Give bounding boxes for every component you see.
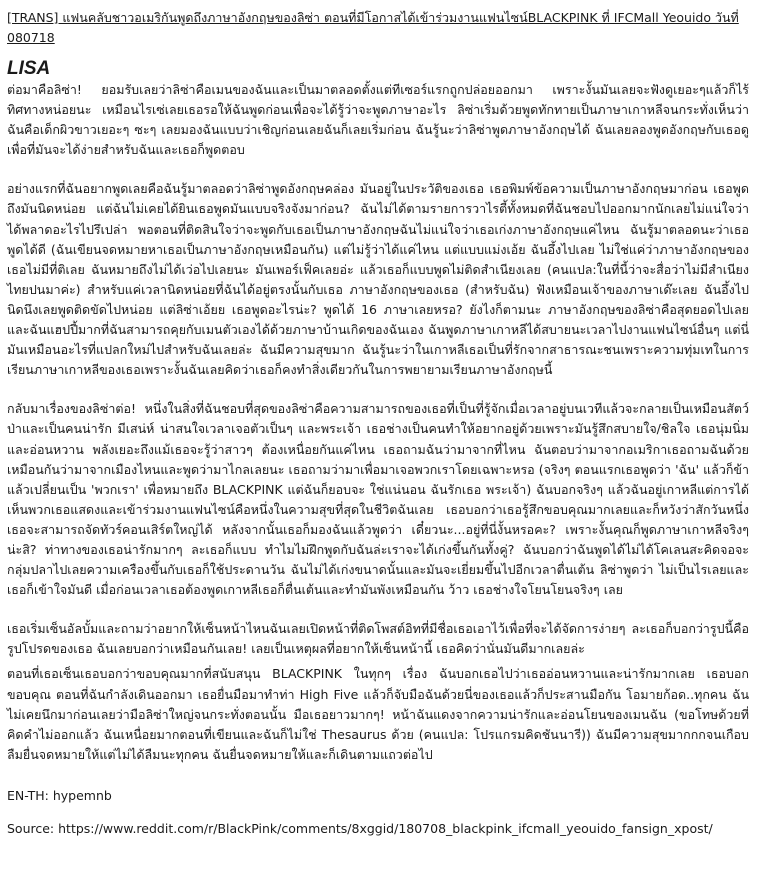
paragraph: กลับมาเรื่องของลิซ่าต่อ! หนึ่งในสิ่งที่ฉันชอบที่สุดของลิซ่าคือความสามารถของเธอที่เป็นที่รู้จักเมื่อเวลาอยู่บนเวทีแล้วจะกลายเป็นเหมือนสัตว์ป่าและเป็นคนน่ารัก มีเสน่ห์ น่าสนใจเวลาเจอตัวเป็นๆ และพระเจ้า เธอช่างเป็นคนทำให้อยากอยู่ด้วยเพราะมันรู้สึกสบายใจ/ชิลใจ เธอนุ่มนิ่มและอ่อนหวาน พลังเยอะถึงแม้เธอจะรู้ว่าสาวๆ ต้องเหนื่อยกันแค่ไหน เธอถามฉันว่ามาจากที่ไหน ฉันตอบว่ามาจากอเมริกาเธอถามฉันด้วยเหมือนกันว่ามาจากเมืองไหนและพูดว่ามาไกลเลยนะ เธอถามว่ามาเพื่อมาเจอพวกเราโดยเฉพาะหรอ (จริงๆ ตอนแรกเธอพูดว่า 'ฉัน' แล้วก็ข้าแล้วเปลี่ยนเป็น 'พวกเรา' เพื่อหมายถึง BLACKPINK แต่ฉันก็ยอบจะ ใช่แน่นอน ฉันรักเธอ พระเจ้า) ฉันบอกจริงๆ แล้วฉันอยู่เกาหลีแต่การได้เห็นพวกเธอแสดงและเข้าร่วมงานแฟนไซน์คือหนึ่งในความสุขที่สุดในชีวิตฉันเลย เธอบอกว่าเธอรู้สึกขอบคุณมากเลยและก็หวังว่าสักวันหนึ่งเธอจะสามารถจัดทัวร์คอนเสิร์ตใหญ่ได้ หลังจากนั้นเธอก็มองฉันแล้วพูดว่า เดี๋ยวนะ...อยู่ที่นี่งั้นหรอคะ? เพราะงั้นคุณก็พูดภาษาเกาหลีจริงๆ น่ะสิ? ท่าทางของเธอน่ารักมากๆ ละเธอก็แบบ ทำไมไม่ฝึกพูดกับฉันล่ะเราจะได้เก่งขึ้นกันทั้งคู่? ฉันบอกว่าฉันพูดได้ไม่ได้โคเลนสะคิดจอจะกลุ่มปลาไปเลยความเครืองขึ้นกับเธอก็ใช้ประดานวัน ฉันไม่ได้เก่งขนาดนั้นและมันจะเยี่ยมขึ้นไปอีกเวลาตื่นเต้น ลิซ่าพูดว่า ไม่เป็นไรเลยและเธอก็เข้าใจมันดี เมื่อก่อนเวลาเธอต้องพูดเกาหลีเธอก็ตื่นเต้นและทำมันพังเหมือนกัน ว้าว เธอช่างใจโยนโยนจริงๆ เลย bbox=[7, 401, 749, 598]
section-heading: LISA bbox=[7, 58, 51, 79]
paragraph: ตอนที่เธอเซ็นเธอบอกว่าขอบคุณมากที่สนับสนุน BLACKPINK ในทุกๆ เรื่อง ฉันบอกเธอไปว่าเธออ่อนหวานและน่ารักมากเลย เธอบอกขอบคุณ ตอนที่ฉันกำลังเดินออกมา เธอยื่นมือมาทำท่า High Five แล้วก็จับมือฉันด้วยนี่ของเธอแล้วก็ประสานมือกัน โอมายก้อด..ทุกคน ฉันไม่เคยนึกมาก่อนเลยว่ามือลิซ่าใหญ่จนกระทั่งตอนนั้น มือเธอยาวมากๆ! หน้าฉันแดงจากความน่ารักและอ่อนโยนของเมนฉัน (ขอโทษด้วยที่คิดคำไม่ออกแล้ว ฉันเหนื่อยมากตอนที่เขียนและฉันก็ไม่ใช่ Thesaurus ด้วย (คนแปล: โปรแกรมคิดชันนารี)) ฉันมีความสุขมากกกจนเกือบลืมยื่นจดหมายให้แต่ไม่ได้ลืมนะทุกคน ฉันยื่นจดหมายให้และก็เดินตามแถวต่อไป bbox=[7, 666, 749, 762]
paragraph: เธอเริ่มเซ็นอัลบั้มและถามว่าอยากให้เซ็นหน้าไหนฉันเลยเปิดหน้าที่ติดโพสต์อิทที่มีชื่อเธอเอาไว้เพื่อที่จะได้จัดการง่ายๆ ละเธอก็บอกว่ารูปนี้คือรูปโปรดของเธอ ฉันเลยบอกว่าเหมือนกันเลย! เลยเป็นเหตุผลที่อยากให้เซ็นหน้านี้ เธอคิดว่านั่นมันดีมากเลยล่ะ bbox=[7, 621, 749, 657]
source-credit: Source: https://www.reddit.com/r/BlackPink/comments/8xggid/180708_blackpink_ifcmall_yeouido_fansign_xpost/ bbox=[7, 820, 713, 836]
paragraph: ต่อมาคือลิซ่า! ยอมรับเลยว่าลิซ่าคือเมนของฉันและเป็นมาตลอดตั้งแต่ทีเซอร์แรกถูกปล่อยออกมา เพราะงั้นมันเลยจะฟังดูเยอะๆแล้วก็ไร้ทิศทางหน่อยนะ เหมือนไรเซ่เลยเธอรอให้ฉันพูดก่อนเพื่อจะได้รู้ว่าจะพูดภาษาอะไร ลิซ่าเริ่มด้วยพูดทักทายเป็นภาษาเกาหลีจนกระทั่งเห็นว่าฉันคือเด็กผิวขาวเยอะๆ ซะๆ เลยมองฉันแบบว่าเชิญก่อนเลยฉันก็เลยเริ่มก่อน ฉันรู้นะว่าลิซ่าพูดภาษาอังกฤษได้ ฉันเลยลองพูดอังกฤษกับเธอดูเพื่อที่มันจะได้ง่ายสำหรับฉันและเธอก็พูดตอบ bbox=[7, 82, 749, 158]
paragraph: อย่างแรกที่ฉันอยากพูดเลยคือฉันรู้มาตลอดว่าลิซ่าพูดอังกฤษคล่อง มันอยู่ในประวัติของเธอ เธอพิมพ์ข้อความเป็นภาษาอังกฤษมาก่อน เธอพูดถึงมันนิดหน่อย แต่ฉันไม่เคยได้ยินเธอพูดมันแบบจริงจังมาก่อน? ฉันไม่ได้ตามรายการวาไรตี้ทั้งหมดที่ฉันชอบไปออกมากนักเลยไม่แน่ใจว่าได้พลาดอะไรไปรึเปล่า พอตอนที่ติดสินใจว่าจะพูดกับเธอเป็นภาษาอังกฤษฉันไม่แน่ใจว่าเธอเก่งภาษาอังกฤษแค่ไหน ฉันรู้มาตลอดนะว่าเธอพูดได้ดี (ฉันเขียนจดหมายหาเธอเป็นภาษาอังกฤษเหมือนกัน) แต่ไม่รู้ว่าได้แค่ไหน แต่แบบแม่งเอ้ย ฉันอึ้งไปเลย ไม่ใช่แค่ว่าภาษาอังกฤษของเธอไม่มีที่ติเลย ฉันหมายถึงไม่ได้เว่อไปเลยนะ มันเพอร์เฟ็คเลยอ่ะ แล้วเธอก็แบบพูดไม่ติดสำเนียงเลย (คนแปล:ในที่นี้ว่าจะสื่อว่าไม่มีสำเนียงไทยปนมาค่ะ) สำหรับแค่เวลานิดหน่อยที่ฉันได้อยู่ตรงนั้นกับเธอ ภาษาอังกฤษของเธอ (สำหรับฉัน) ฟังเหมือนเจ้าของภาษาเด๊ะเลย ฉันอึ้งไปนิดนึงเลยพูดติดขัดไปหน่อย แต่ลิซ่าเอ้ยย เธอพูดอะไรน่ะ? พูดได้ 16 ภาษาเลยหรอ? ยังไงก็ตามนะ ภาษาอังกฤษของลิซ่าคือสุดยอดไปเลย และฉันแฮปปี้มากที่ฉันสามารถคุยกับเมนตัวเองได้ด้วยภาษาบ้านเกิดของฉันเอง ฉันพูดภาษาเกาหลีได้สบายนะเวลาไปงานแฟนไซน์อื่นๆ แต่นี่มันเหมือนอะไรที่แปลกใหม่ไปสำหรับฉันเลยล่ะ ฉันมีความสุขมาก ฉันรู้นะว่าในเกาหลีเธอเป็นที่รักจากสาธารณะชนเพราะความทุ่มเทในการเรียนภาษาเกาหลีของเธอเพราะงั้นฉันเลยคิดว่าเธอก็คงทำสิ่งเดียวกันในการพยายามเรียนภาษาอังกฤษนี้ bbox=[7, 181, 749, 378]
document-title: [TRANS] แฟนคลับชาวอเมริกันพูดถึงภาษาอังกฤษของลิซ่า ตอนที่มีโอกาสได้เข้าร่วมงานแฟนไซน์BLACKPINK ที่ IFCMall Yeouido วันที่ 080718 bbox=[7, 10, 739, 45]
translator-credit: EN-TH: hypemnb bbox=[7, 787, 112, 803]
